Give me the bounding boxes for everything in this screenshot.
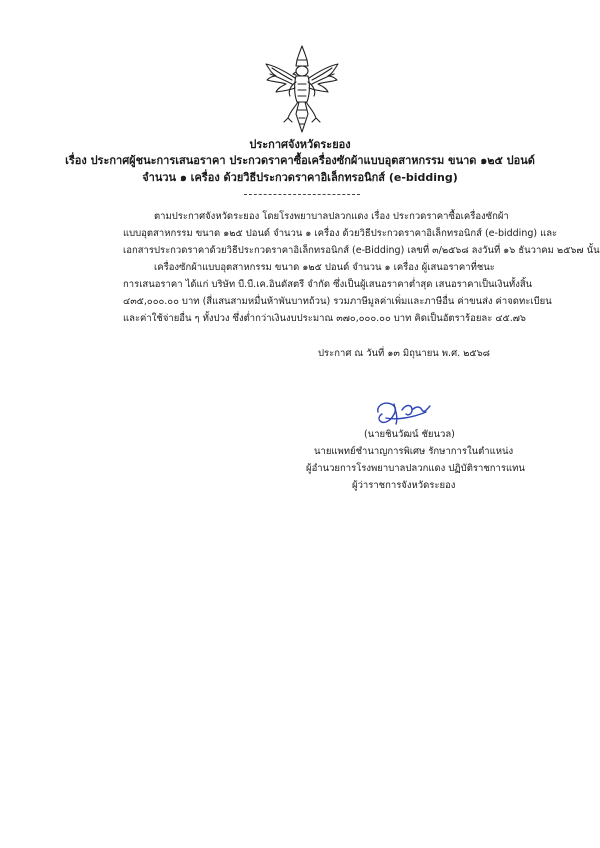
divider <box>244 194 360 195</box>
signer-position-2: ผู้อำนวยการโรงพยาบาลปลวกแดง ปฏิบัติราชการแทน <box>306 463 525 474</box>
subject-line-2: จำนวน ๑ เครื่อง ด้วยวิธีประกวดราคาอิเล็กทรอนิกส์ (e-bidding) <box>142 171 458 184</box>
garuda-emblem-icon <box>262 44 342 136</box>
body-line: เอกสารประกวดราคาด้วยวิธีประกวดราคาอิเล็กทรอนิกส์ (e-Bidding) เลขที่ ๓/๒๕๖๘ ลงวันที่ ๑๖ ธันวาคม ๒๕๖๗ นั้น <box>123 245 600 256</box>
signer-name: (นายชินวัฒน์ ชัยนวล) <box>364 429 455 440</box>
announce-date: ประกาศ ณ วันที่ ๑๓ มิถุนายน พ.ศ. ๒๕๖๘ <box>318 348 490 359</box>
body-line: เครื่องซักผ้าแบบอุตสาหกรรม ขนาด ๑๒๕ ปอนด์ จำนวน ๑ เครื่อง ผู้เสนอราคาที่ชนะ <box>154 262 495 273</box>
body-line: และค่าใช้จ่ายอื่น ๆ ทั้งปวง ซึ่งต่ำกว่าเงินงบประมาณ ๓๗๐,๐๐๐.๐๐ บาท คิดเป็นอัตราร้อยละ ๔๕.๗๖ <box>123 313 526 324</box>
handwritten-signature <box>372 398 434 426</box>
signer-position-3: ผู้ว่าราชการจังหวัดระยอง <box>352 480 456 491</box>
body-line: ตามประกาศจังหวัดระยอง โดยโรงพยาบาลปลวกแดง เรื่อง ประกวดราคาซื้อเครื่องซักผ้า <box>154 211 509 222</box>
body-line: การเสนอราคา ได้แก่ บริษัท บี.บี.เค.อินดัสตรี จำกัด ซึ่งเป็นผู้เสนอราคาต่ำสุด เสนอราคาเป็นเงินทั้งสิ้น <box>123 279 533 290</box>
body-line: ๔๓๕,๐๐๐.๐๐ บาท (สี่แสนสามหมื่นห้าพันบาทถ้วน) รวมภาษีมูลค่าเพิ่มและภาษีอื่น ค่าขนส่ง ค่าจดทะเบียน <box>123 296 552 307</box>
signer-position-1: นายแพทย์ชำนาญการพิเศษ รักษาการในตำแหน่ง <box>314 446 514 457</box>
body-line: แบบอุตสาหกรรม ขนาด ๑๒๕ ปอนด์ จำนวน ๑ เครื่อง ด้วยวิธีประกวดราคาอิเล็กทรอนิกส์ (e-bidding) และ <box>123 228 558 239</box>
subject-line-1: เรื่อง ประกาศผู้ชนะการเสนอราคา ประกวดราคาซื้อเครื่องซักผ้าแบบอุตสาหกรรม ขนาด ๑๒๕ ปอนด์ <box>65 154 535 167</box>
agency-heading: ประกาศจังหวัดระยอง <box>249 138 351 151</box>
